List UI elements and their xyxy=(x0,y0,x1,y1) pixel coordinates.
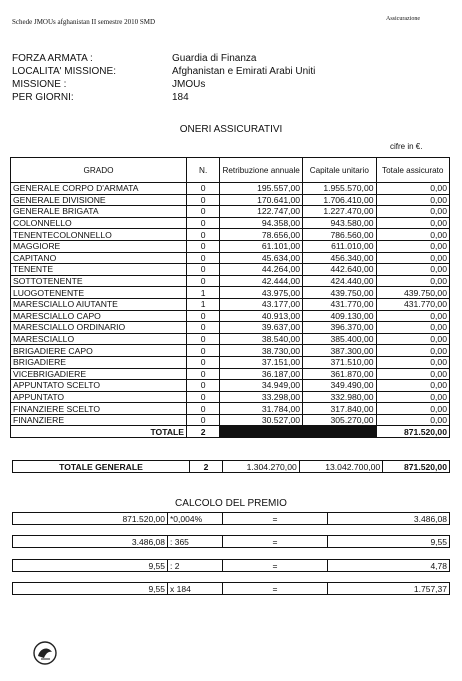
cell-totale: 431.770,00 xyxy=(376,298,449,310)
cell-grado: MARESCIALLO AIUTANTE xyxy=(11,298,187,310)
cell-retribuzione: 43.177,00 xyxy=(220,298,303,310)
calc-row xyxy=(12,512,450,525)
cell-grado: BRIGADIERE CAPO xyxy=(11,345,187,357)
cell-capitale: 424.440,00 xyxy=(303,275,376,287)
grand-total-cap: 13.042.700,00 xyxy=(299,461,382,473)
cell-retribuzione: 170.641,00 xyxy=(220,194,303,206)
cell-grado: MARESCIALLO ORDINARIO xyxy=(11,322,187,334)
cell-totale: 0,00 xyxy=(376,252,449,264)
cell-retribuzione: 38.540,00 xyxy=(220,333,303,345)
calc-operand: 3.486,08 xyxy=(13,536,168,548)
total-blank xyxy=(220,426,303,438)
cell-grado: TENENTECOLONNELLO xyxy=(11,229,187,241)
cell-capitale: 349.490,00 xyxy=(303,380,376,392)
cell-totale: 0,00 xyxy=(376,403,449,415)
cell-grado: LUOGOTENENTE xyxy=(11,287,187,299)
info-value: Afghanistan e Emirati Arabi Uniti xyxy=(172,66,316,77)
calc-row xyxy=(12,535,450,548)
section-title: ONERI ASSICURATIVI xyxy=(179,124,283,135)
cell-capitale: 442.640,00 xyxy=(303,264,376,276)
cell-totale: 439.750,00 xyxy=(376,287,449,299)
cell-n: 0 xyxy=(187,414,220,426)
calc-operator: *0,004% xyxy=(168,513,223,525)
calc-equals: = xyxy=(223,560,328,572)
info-value: Guardia di Finanza xyxy=(172,53,257,64)
cell-totale: 0,00 xyxy=(376,322,449,334)
table-row xyxy=(11,403,450,415)
cell-n: 0 xyxy=(187,252,220,264)
cell-grado: FINANZIERE xyxy=(11,414,187,426)
cell-n: 0 xyxy=(187,333,220,345)
total-label: TOTALE xyxy=(11,426,187,438)
cell-capitale: 305.270,00 xyxy=(303,414,376,426)
cell-grado: TENENTE xyxy=(11,264,187,276)
cell-n: 0 xyxy=(187,206,220,218)
cell-capitale: 1.706.410,00 xyxy=(303,194,376,206)
cell-n: 1 xyxy=(187,298,220,310)
cell-retribuzione: 122.747,00 xyxy=(220,206,303,218)
table-row xyxy=(11,264,450,276)
cell-capitale: 439.750,00 xyxy=(303,287,376,299)
col-totale: Totale assicurato xyxy=(376,158,449,183)
cell-totale: 0,00 xyxy=(376,183,449,195)
col-retribuzione: Retribuzione annuale xyxy=(220,158,303,183)
cell-totale: 0,00 xyxy=(376,206,449,218)
cell-capitale: 387.300,00 xyxy=(303,345,376,357)
total-row xyxy=(11,426,450,438)
cell-retribuzione: 31.784,00 xyxy=(220,403,303,415)
col-grado: GRADO xyxy=(11,158,187,183)
cell-totale: 0,00 xyxy=(376,194,449,206)
cell-n: 0 xyxy=(187,310,220,322)
cell-n: 0 xyxy=(187,275,220,287)
calc-title: CALCOLO DEL PREMIO xyxy=(175,498,287,509)
cell-capitale: 371.510,00 xyxy=(303,356,376,368)
cell-retribuzione: 42.444,00 xyxy=(220,275,303,287)
cell-n: 0 xyxy=(187,183,220,195)
cell-capitale: 409.130,00 xyxy=(303,310,376,322)
calc-result: 4,78 xyxy=(328,560,450,572)
cell-n: 0 xyxy=(187,368,220,380)
cell-grado: GENERALE BRIGATA xyxy=(11,206,187,218)
cell-totale: 0,00 xyxy=(376,380,449,392)
cell-grado: COLONNELLO xyxy=(11,217,187,229)
cell-retribuzione: 195.557,00 xyxy=(220,183,303,195)
cell-n: 0 xyxy=(187,380,220,392)
cell-retribuzione: 37.151,00 xyxy=(220,356,303,368)
cell-retribuzione: 38.730,00 xyxy=(220,345,303,357)
info-value: JMOUs xyxy=(172,79,206,90)
cell-n: 0 xyxy=(187,217,220,229)
cell-grado: BRIGADIERE xyxy=(11,356,187,368)
grand-total-table xyxy=(12,460,450,473)
info-label: FORZA ARMATA : xyxy=(12,53,93,64)
cell-n: 0 xyxy=(187,391,220,403)
cell-grado: FINANZIERE SCELTO xyxy=(11,403,187,415)
table-row xyxy=(11,298,450,310)
cell-grado: MARESCIALLO xyxy=(11,333,187,345)
grand-total-label: TOTALE GENERALE xyxy=(13,461,190,473)
cell-totale: 0,00 xyxy=(376,275,449,287)
table-row xyxy=(11,414,450,426)
table-row xyxy=(11,194,450,206)
table-row xyxy=(11,356,450,368)
mission-info xyxy=(12,52,315,104)
cell-grado: VICEBRIGADIERE xyxy=(11,368,187,380)
cell-grado: MAGGIORE xyxy=(11,240,187,252)
cell-totale: 0,00 xyxy=(376,264,449,276)
cell-grado: GENERALE DIVISIONE xyxy=(11,194,187,206)
cell-capitale: 431.770,00 xyxy=(303,298,376,310)
calc-equals: = xyxy=(223,513,328,525)
total-blank xyxy=(303,426,376,438)
info-label: MISSIONE : xyxy=(12,79,67,90)
cell-capitale: 1.227.470,00 xyxy=(303,206,376,218)
calc-operand: 9,55 xyxy=(13,583,168,595)
cell-n: 0 xyxy=(187,229,220,241)
calc-operator: x 184 xyxy=(168,583,223,595)
grand-total-row xyxy=(13,461,450,473)
calc-operator: : 2 xyxy=(168,560,223,572)
table-row xyxy=(11,322,450,334)
calc-row xyxy=(12,559,450,572)
cell-capitale: 1.955.570,00 xyxy=(303,183,376,195)
cell-retribuzione: 40.913,00 xyxy=(220,310,303,322)
cell-retribuzione: 94.358,00 xyxy=(220,217,303,229)
total-n: 2 xyxy=(187,426,220,438)
grand-total-tot: 871.520,00 xyxy=(383,461,450,473)
cell-grado: GENERALE CORPO D'ARMATA xyxy=(11,183,187,195)
table-row xyxy=(11,240,450,252)
table-row xyxy=(11,391,450,403)
cell-capitale: 456.340,00 xyxy=(303,252,376,264)
calc-result: 3.486,08 xyxy=(328,513,450,525)
total-value: 871.520,00 xyxy=(376,426,449,438)
cell-n: 0 xyxy=(187,345,220,357)
calc-operand: 871.520,00 xyxy=(13,513,168,525)
cell-totale: 0,00 xyxy=(376,229,449,241)
table-row xyxy=(11,252,450,264)
cell-n: 1 xyxy=(187,287,220,299)
cell-retribuzione: 45.634,00 xyxy=(220,252,303,264)
table-row xyxy=(11,275,450,287)
cell-grado: APPUNTATO xyxy=(11,391,187,403)
cell-n: 0 xyxy=(187,240,220,252)
cell-retribuzione: 39.637,00 xyxy=(220,322,303,334)
cell-grado: CAPITANO xyxy=(11,252,187,264)
cell-n: 0 xyxy=(187,264,220,276)
calc-row xyxy=(12,582,450,595)
cell-retribuzione: 36.187,00 xyxy=(220,368,303,380)
calc-equals: = xyxy=(223,583,328,595)
info-label: PER GIORNI: xyxy=(12,92,74,103)
calc-result: 1.757,37 xyxy=(328,583,450,595)
cell-retribuzione: 78.656,00 xyxy=(220,229,303,241)
calc-operator: : 365 xyxy=(168,536,223,548)
cell-totale: 0,00 xyxy=(376,240,449,252)
cell-capitale: 385.400,00 xyxy=(303,333,376,345)
cell-totale: 0,00 xyxy=(376,333,449,345)
cell-retribuzione: 43.975,00 xyxy=(220,287,303,299)
cell-totale: 0,00 xyxy=(376,414,449,426)
table-row xyxy=(11,229,450,241)
cell-n: 0 xyxy=(187,322,220,334)
units-note: cifre in €. xyxy=(390,142,423,151)
cell-capitale: 943.580,00 xyxy=(303,217,376,229)
col-capitale: Capitale unitario xyxy=(303,158,376,183)
calc-operand: 9,55 xyxy=(13,560,168,572)
cell-n: 0 xyxy=(187,194,220,206)
table-row xyxy=(11,310,450,322)
info-value: 184 xyxy=(172,92,189,103)
cell-totale: 0,00 xyxy=(376,368,449,380)
cell-retribuzione: 34.949,00 xyxy=(220,380,303,392)
cell-totale: 0,00 xyxy=(376,345,449,357)
grand-total-retr: 1.304.270,00 xyxy=(223,461,300,473)
table-row xyxy=(11,333,450,345)
table-header-row xyxy=(11,158,450,183)
table-body xyxy=(11,183,450,426)
cell-capitale: 317.840,00 xyxy=(303,403,376,415)
calc-result: 9,55 xyxy=(328,536,450,548)
cell-capitale: 396.370,00 xyxy=(303,322,376,334)
cell-totale: 0,00 xyxy=(376,356,449,368)
table-row xyxy=(11,183,450,195)
cell-retribuzione: 30.527,00 xyxy=(220,414,303,426)
table-row xyxy=(11,206,450,218)
calc-equals: = xyxy=(223,536,328,548)
cell-retribuzione: 61.101,00 xyxy=(220,240,303,252)
cell-capitale: 361.870,00 xyxy=(303,368,376,380)
table-row xyxy=(11,345,450,357)
grand-total-n: 2 xyxy=(190,461,223,473)
insurance-table xyxy=(10,157,450,438)
cell-capitale: 611.010,00 xyxy=(303,240,376,252)
cell-totale: 0,00 xyxy=(376,310,449,322)
table-row xyxy=(11,380,450,392)
cell-capitale: 332.980,00 xyxy=(303,391,376,403)
cell-grado: APPUNTATO SCELTO xyxy=(11,380,187,392)
cell-n: 0 xyxy=(187,356,220,368)
table-row xyxy=(11,368,450,380)
cell-grado: SOTTOTENENTE xyxy=(11,275,187,287)
cell-grado: MARESCIALLO CAPO xyxy=(11,310,187,322)
cell-retribuzione: 44.264,00 xyxy=(220,264,303,276)
cell-retribuzione: 33.298,00 xyxy=(220,391,303,403)
cell-totale: 0,00 xyxy=(376,217,449,229)
cell-totale: 0,00 xyxy=(376,391,449,403)
col-n: N. xyxy=(187,158,220,183)
stamp-icon xyxy=(32,640,58,666)
cell-capitale: 786.560,00 xyxy=(303,229,376,241)
info-label: LOCALITA' MISSIONE: xyxy=(12,66,116,77)
cell-n: 0 xyxy=(187,403,220,415)
table-row xyxy=(11,217,450,229)
table-row xyxy=(11,287,450,299)
document-header-left: Schede JMOUs afghanistan II semestre 2010 SMD xyxy=(12,18,156,26)
document-header-right: Assicurazione xyxy=(386,16,420,22)
